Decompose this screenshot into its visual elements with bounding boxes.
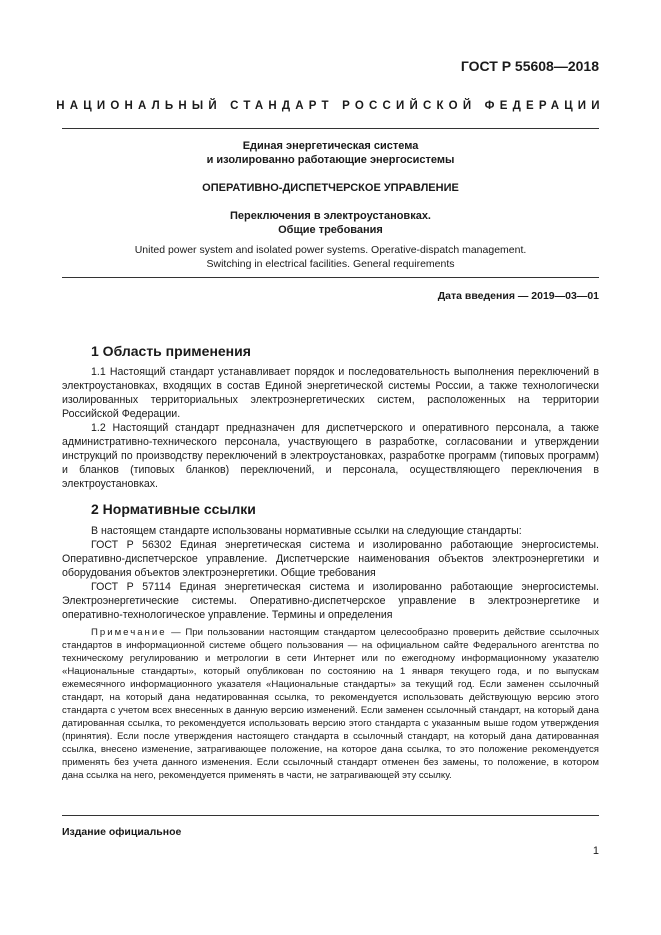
- title-sub-1: Переключения в электроустановках.: [229, 210, 431, 222]
- title-english-2: Switching in electrical facilities. General requirements: [206, 258, 455, 270]
- title-sub-2: Общие требования: [278, 224, 383, 236]
- section-2-heading: 2 Нормативные ссылки: [91, 501, 256, 517]
- title-line-1: Единая энергетическая система: [242, 140, 419, 152]
- section-2-reference-2: ГОСТ Р 57114 Единая энергетическая система и изолированно работающие энергосистемы. Электроэнергетические системы. Оперативно-диспетчерское управление в электроэнергетике и оперативно-технологическое управление. Термины и определения: [62, 581, 599, 621]
- section-2-reference-1: ГОСТ Р 56302 Единая энергетическая система и изолированно работающие энергосистемы. Оперативно-диспетчерское управление. Диспетчерские наименования объектов электроэнергетики и оборудования объектов электроэнергетики. Общие требования: [62, 539, 599, 579]
- note-label: Примечание: [91, 627, 167, 638]
- footer-divider: [62, 815, 599, 816]
- section-1-heading: 1 Область применения: [91, 343, 251, 359]
- title-divider: [62, 277, 599, 278]
- section-2-note: [62, 626, 599, 782]
- section-1-paragraph-1: 1.1 Настоящий стандарт устанавливает порядок и последовательность выполнения переключений в электроустановках, входящих в состав Единой энергетической системы России, а также технологически изолированных территориальных электроэнергетических систем, расположенных на территории Российской Федерации.: [62, 366, 599, 420]
- section-1-paragraph-2: 1.2 Настоящий стандарт предназначен для диспетчерского и оперативного персонала, а также административно-технического персонала, участвующего в разработке, согласовании и утверждении инструкций по производству переключений в электроустановках, разработке программ (типовых программ) и бланков (типовых бланков) переключений, и персонала, осуществляющего переключения в электроустановках.: [62, 422, 599, 490]
- section-2-paragraph-1: В настоящем стандарте использованы нормативные ссылки на следующие стандарты:: [91, 525, 522, 537]
- page-number: 1: [592, 845, 599, 857]
- national-standard-banner: НАЦИОНАЛЬНЫЙ СТАНДАРТ РОССИЙСКОЙ ФЕДЕРАЦИИ: [56, 100, 605, 112]
- introduction-date: Дата введения — 2019—03—01: [437, 290, 599, 302]
- title-main: ОПЕРАТИВНО-ДИСПЕТЧЕРСКОЕ УПРАВЛЕНИЕ: [202, 182, 459, 194]
- note-text: — При пользовании настоящим стандартом целесообразно проверить действие ссылочных стандартов в информационной системе общего пользования — на официальном сайте Федерального агентства по техническому регулированию и метрологии в сети Интернет или по ежегодному информационному указателю «Национальные стандарты», который опубликован по состоянию на 1 января текущего года, и по выпускам ежемесячного информационного указателя «Национальные стандарты» за текущий год. Если заменен ссылочный стандарт, на который дана недатированная ссылка, то рекомендуется использовать действующую версию этого стандарта с учетом всех внесенных в данную версию изменений. Если заменен ссылочный стандарт, на который дана датированная ссылка, то рекомендуется использовать версию этого стандарта с указанным выше годом утверждения (принятия). Если после утверждения настоящего стандарта в ссылочный стандарт, на который дана датированная ссылка, внесено изменение, затрагивающее положение, на которое дана ссылка, то это положение рекомендуется применять без учета данного изменения. Если ссылочный стандарт отменен без замены, то положение, в котором дана ссылка на него, рекомендуется применять в части, не затрагивающей эту ссылку.: [62, 627, 599, 781]
- header-divider: [62, 128, 599, 129]
- title-english-1: United power system and isolated power systems. Operative-dispatch management.: [134, 244, 527, 256]
- title-line-2: и изолированно работающие энергосистемы: [206, 154, 455, 166]
- document-id: ГОСТ Р 55608—2018: [460, 58, 599, 74]
- official-edition-label: Издание официальное: [62, 826, 182, 838]
